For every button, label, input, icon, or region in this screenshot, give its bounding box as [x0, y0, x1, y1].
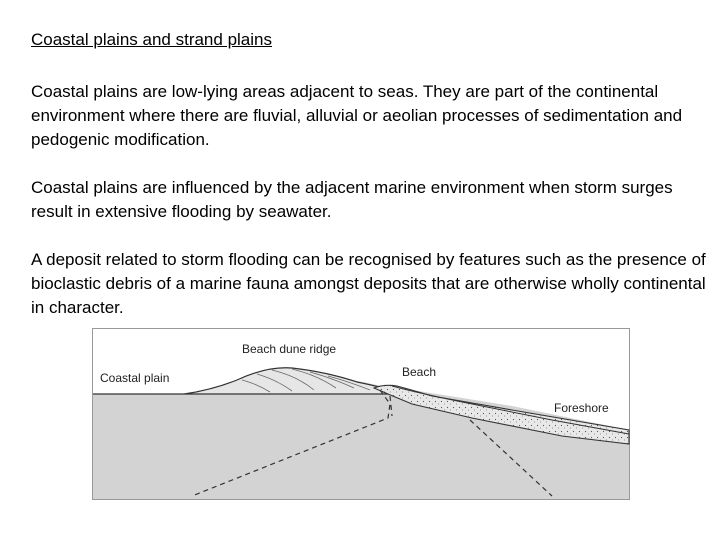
- paragraph-coastal-plains-definition: Coastal plains are low-lying areas adjacent to seas. They are part of the continental environment where there are fluvial, alluvial or aeolian processes of sedimentation and pedogenic modification.: [31, 82, 683, 149]
- page-title: Coastal plains and strand plains: [31, 30, 272, 49]
- label-coastal-plain: Coastal plain: [100, 371, 170, 385]
- paragraph-marine-influence: Coastal plains are influenced by the adjacent marine environment when storm surges result in extensive flooding by seawater.: [31, 178, 673, 221]
- label-foreshore: Foreshore: [554, 401, 609, 415]
- label-beach: Beach: [402, 365, 437, 379]
- paragraph-storm-deposit: A deposit related to storm flooding can be recognised by features such as the presence of bioclastic debris of a marine fauna amongst deposits that are otherwise wholly continental in character.: [31, 250, 706, 317]
- coastal-cross-section-diagram: [92, 328, 630, 500]
- label-beach-dune-ridge: Beach dune ridge: [242, 342, 337, 356]
